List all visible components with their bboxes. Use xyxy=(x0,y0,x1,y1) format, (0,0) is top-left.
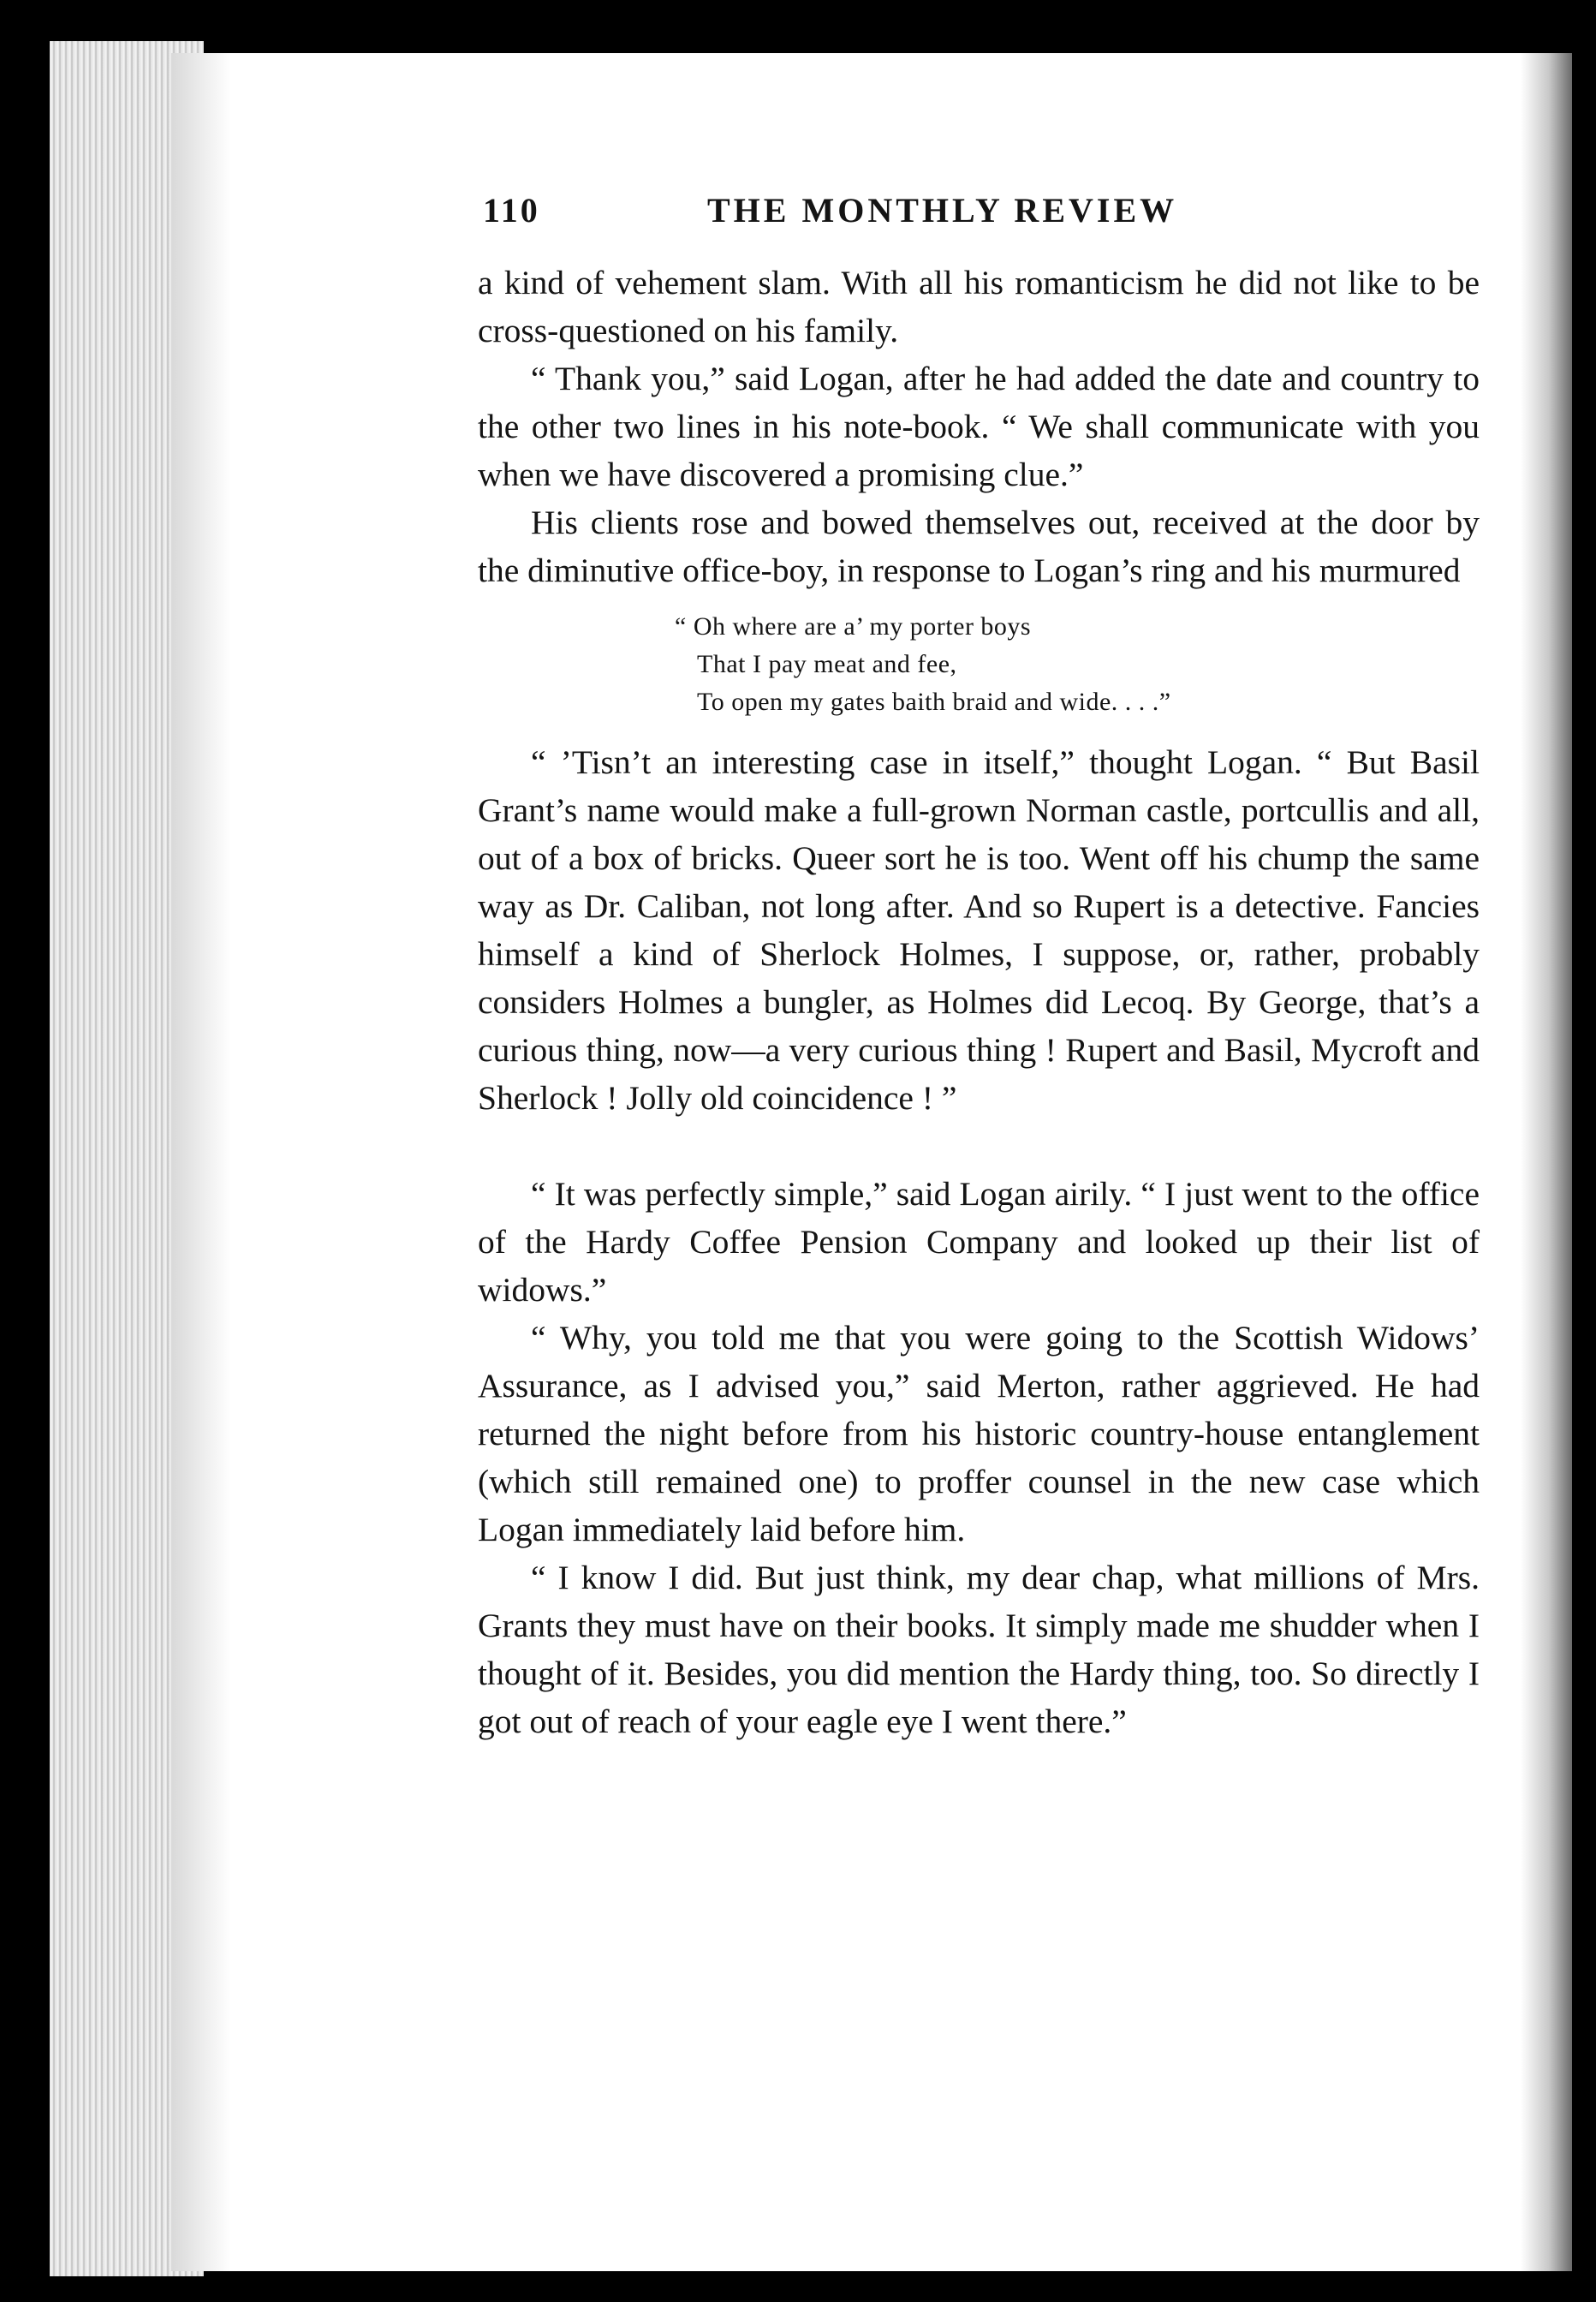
paragraph: “ ’Tisn’t an interesting case in itself,” thought Logan. “ But Basil Grant’s name would make a full-grown Norman castle, portcullis and all, out of a box of bricks. Queer sort he is too. Went off his chump the same way as Dr. Caliban, not long after. And so Rupert is a detective. Fancies himself a kind of Sherlock Holmes, I suppose, or, rather, probably considers Holmes a bungler, as Holmes did Lecoq. By George, that’s a curious thing, now—a very curious thing ! Rupert and Basil, Mycroft and Sherlock ! Jolly old coincidence ! ” xyxy=(478,743,1480,1117)
paragraph-continued: a kind of vehement slam. With all his romanticism he did not like to be cross-questioned on his family. xyxy=(478,264,1480,349)
body-text xyxy=(478,259,1480,1745)
gutter-shadow xyxy=(171,53,231,2271)
page-number: 110 xyxy=(483,191,540,230)
verse-line: That I pay meat and fee, xyxy=(697,650,957,678)
paragraph: “ I know I did. But just think, my dear chap, what millions of Mrs. Grants they must have on their books. It simply made me shudder when I thought of it. Besides, you did mention the Hardy thing, too. So directly I got out of reach of your eagle eye I went there.” xyxy=(478,1559,1480,1740)
paragraph: “ It was perfectly simple,” said Logan airily. “ I just went to the office of the Hardy Coffee Pension Company and looked up their list of widows.” xyxy=(478,1175,1480,1309)
section-break xyxy=(478,1122,1480,1170)
verse-line: To open my gates baith braid and wide. . . .” xyxy=(697,688,1171,716)
verse-line: “ Oh where are a’ my porter boys xyxy=(675,612,1032,641)
verse-quotation xyxy=(675,608,1480,721)
paragraph: “ Thank you,” said Logan, after he had added the date and country to the other two lines in his note-book. “ We shall communicate with you when we have discovered a promising clue.” xyxy=(478,360,1480,493)
running-header xyxy=(483,190,1279,235)
page-edge-shadow xyxy=(1521,53,1572,2271)
paragraph: His clients rose and bowed themselves out, received at the door by the diminutive office-boy, in response to Logan’s ring and his murmured xyxy=(478,504,1480,589)
paragraph: “ Why, you told me that you were going to the Scottish Widows’ Assurance, as I advised you,” said Merton, rather aggrieved. He had returned the night before from his historic country-house entanglement (which still remained one) to proffer counsel in the new case which Logan immediately laid before him. xyxy=(478,1319,1480,1548)
running-title: THE MONTHLY REVIEW xyxy=(707,191,1178,230)
